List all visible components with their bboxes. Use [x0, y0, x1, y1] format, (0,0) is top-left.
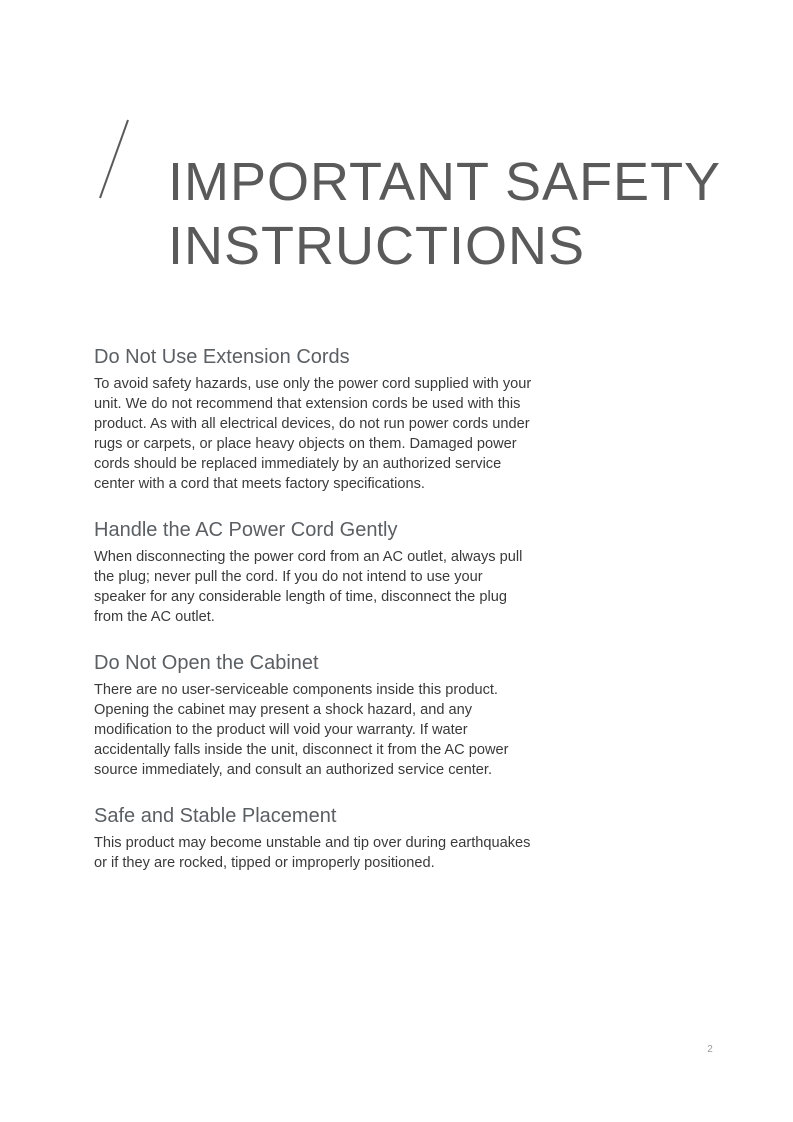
section-placement: [94, 802, 534, 873]
page-title-line-1: IMPORTANT SAFETY: [168, 152, 722, 212]
page-title-line-2: INSTRUCTIONS: [168, 216, 585, 276]
section-extension-cords: [94, 343, 534, 494]
slash-decoration-icon: [94, 118, 134, 200]
section-body: When disconnecting the power cord from an AC outlet, always pull the plug; never pull the cord. If you do not intend to use your speaker for any considerable length of time, disconnect the plug from the AC outlet.: [94, 549, 523, 625]
page-number: 2: [707, 1044, 713, 1055]
section-body: There are no user-serviceable components inside this product. Opening the cabinet may present a shock hazard, and any modification to the product will void your warranty. If water accidentally falls inside the unit, disconnect it from the AC power source immediately, and consult an authorized service center.: [94, 682, 509, 778]
page-title: [168, 150, 768, 278]
section-body: This product may become unstable and tip over during earthquakes or if they are rocked, tipped or improperly positioned.: [94, 835, 531, 871]
section-heading: Do Not Use Extension Cords: [94, 346, 350, 368]
safety-instructions-content: [94, 343, 534, 895]
section-body: To avoid safety hazards, use only the power cord supplied with your unit. We do not recommend that extension cords be used with this product. As with all electrical devices, do not run power cords under rugs or carpets, or place heavy objects on them. Damaged power cords should be replaced immediately by an authorized service center with a cord that meets factory specifications.: [94, 376, 532, 492]
section-heading: Handle the AC Power Cord Gently: [94, 519, 398, 541]
section-cabinet: [94, 649, 534, 780]
section-heading: Safe and Stable Placement: [94, 805, 337, 827]
section-power-cord: [94, 516, 534, 627]
section-heading: Do Not Open the Cabinet: [94, 652, 319, 674]
